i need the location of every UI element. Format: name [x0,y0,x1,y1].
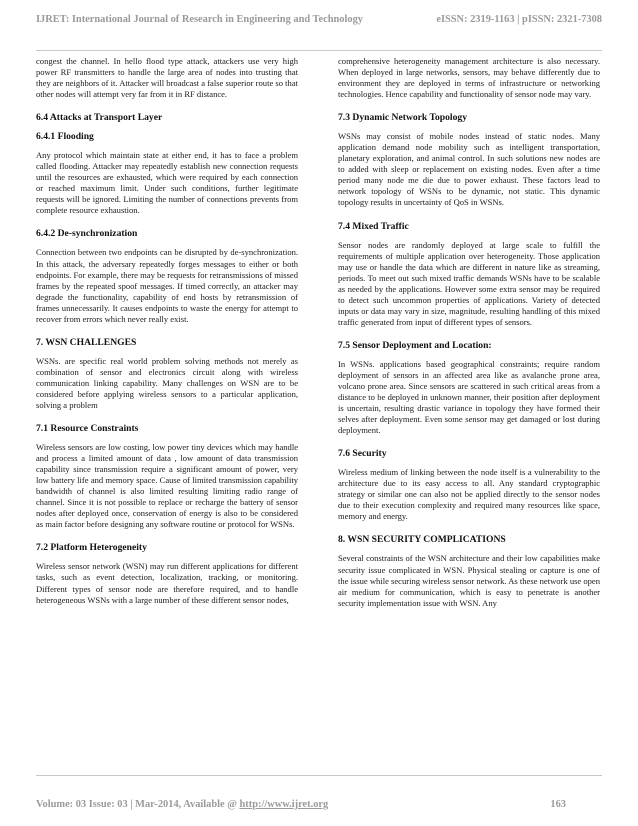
left-column [36,56,298,618]
body-paragraph: Wireless medium of linking between the node itself is a vulnerability to the architecture due to its easy access to all. Any standard cryptographic strategy or similar one can also not be applied directly to the sensor nodes due to their execution complexity and required many resources like space, memory and energy. [338,467,600,522]
section-heading: 8. WSN SECURITY COMPLICATIONS [338,534,506,546]
volume-info: Volume: 03 Issue: 03 | Mar-2014, Available @ [36,799,240,810]
section-heading: 7.3 Dynamic Network Topology [338,112,467,124]
body-paragraph: Wireless sensors are low costing, low power tiny devices which may handle and process a limited amount of data , low amount of data transmission capability since transmission require a significant amount of power, very low battery life and memory space. Cause of limited transmission capability bandwidth of channel is also limited resulting limiting radio range of channel. Since it is not possible to replace or recharge the battery of sensor nodes after deployed once, conservation of energy is also to be considered as main factor before designing any software routine or protocol for WSNs. [36,442,298,530]
section-heading: 6.4.2 De-synchronization [36,228,138,240]
running-footer [36,799,602,810]
header-rule [36,50,602,51]
running-header [36,14,602,25]
body-paragraph: Several constraints of the WSN architecture and their low capabilities make security issue complicated in WSN. Physical stealing or capture is one of the issue while securing wireless sensor network. As these network use open air medium for communication, which is easy to penetrate is another security implementation issue with WSN. Any [338,553,600,608]
page-number: 163 [550,799,566,810]
section-heading: 7.4 Mixed Traffic [338,220,409,232]
issn-info: eISSN: 2319-1163 | pISSN: 2321-7308 [436,14,602,25]
section-heading: 7.5 Sensor Deployment and Location: [338,339,492,351]
journal-link[interactable]: http://www.ijret.org [239,799,329,810]
section-heading: 7.6 Security [338,448,387,460]
body-paragraph: In WSNs. applications based geographical constraints; require random deployment of sensors in an affected area like as avalanche prone area, volcano prone area. Since sensors are scattered in such critical areas from a distance to be deployed in unknown manner, their position after deployment is uncertain, resulting drastic variance in topology they have formed their selves after deployment. Even some sensor may get damaged or lost during deployment. [338,358,600,436]
section-heading: 6.4.1 Flooding [36,131,94,143]
body-paragraph: WSNs. are specific real world problem solving methods not merely as combination of sensor and electronics circuit along with wireless communication linking capability. Many challenges on WSN are to be considered before applying wireless sensors to a particular application, solving a problem [36,355,298,410]
section-heading: 7. WSN CHALLENGES [36,336,137,348]
journal-title: IJRET: International Journal of Research in Engineering and Technology [36,14,363,25]
section-heading: 6.4 Attacks at Transport Layer [36,112,163,124]
body-paragraph: Connection between two endpoints can be disrupted by de-synchronization. In this attack, the adversary repeatedly forges messages to either or both endpoints. For example, there may be requests for retransmissions of missed frames by the repeated spoof messages. If timed correctly, an attacker may degrade the functionality, capability of end hosts by retransmission of frames unnecessarily. It causes endpoints to waste the energy for attempt to recover from errors which never really exist. [36,247,298,324]
right-column [338,56,600,621]
body-paragraph: WSNs may consist of mobile nodes instead of static nodes. Many application demand node mobility such as intelligent transportation, planetary exploration, and animal control. In such solutions new nodes are to added with sleep or replacement on existing nodes. Even after a time period many node me die due to power exhaust. These factors lead to network topology of WSNs to be dynamic, not static. This dynamic topology results in uncertainty of QoS in WSNs. [338,131,600,208]
section-heading: 7.2 Platform Heterogeneity [36,542,147,554]
body-paragraph: Any protocol which maintain state at either end, it has to face a problem called flooding. Attacker may repeatedly establish new connection requests until the resources are exhausted, which were required by each connection or reached maximum limit. Under such conditions, further legitimate requests will be ignored. Limiting the number of connections prevents from complete resource exhaustion. [36,150,298,216]
footer-rule [36,775,602,776]
body-paragraph: Wireless sensor network (WSN) may run different applications for different tasks, such as event detection, localization, tracking, or monitoring. Different types of sensor node are therefore required, and to handle heterogeneous WSNs with a large number of these different sensor nodes, [36,561,298,605]
body-paragraph: congest the channel. In hello flood type attack, attackers use very high power RF transmitters to handle the large area of nodes into trusting that they are neighbors of it. Attacker will broadcast a false superior route so that other nodes will attempt very far from it in RF distance. [36,56,298,100]
section-heading: 7.1 Resource Constraints [36,423,139,435]
body-paragraph: Sensor nodes are randomly deployed at large scale to fulfill the requirements of multiple application over heterogeneity. Those application may use or handle the data which are different in nature like as streaming, periods. To meet out such mixed traffic demands WSNs have to be scalable as needed by the applications. However some extra sensor may be required to detect such uncommon properties of applications. Variety of detected inputs or data may vary in size, magnitude, resulting handling of this mixed traffic generated from input of different types of sensors. [338,239,600,327]
body-paragraph: comprehensive heterogeneity management architecture is also necessary. When deployed in large networks, sensors, may behave differently due to environment they are deployed in terms of infrastructure or networking technologies. Hence capability and functionality of sensor node may vary. [338,56,600,100]
